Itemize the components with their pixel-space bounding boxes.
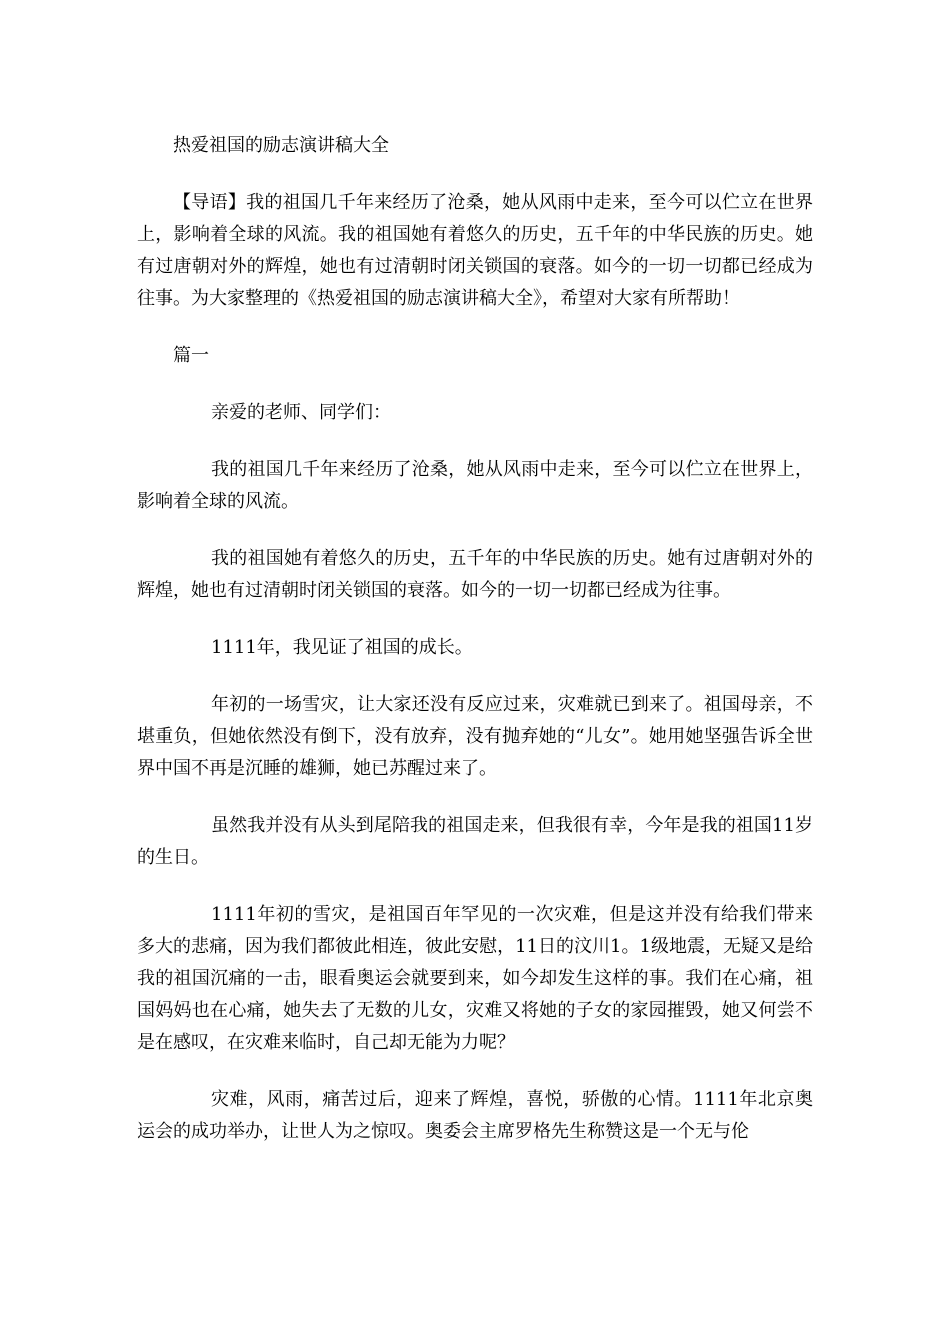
paragraph: 1111年初的雪灾，是祖国百年罕见的一次灾难，但是这并没有给我们带来多大的悲痛，因为我们都彼此相连，彼此安慰，11日的汶川1。1级地震，无疑又是给我的祖国沉痛的一击，眼看奥运会就要到来，如今却发生这样的事。我们在心痛，祖国妈妈也在心痛，她失去了无数的儿女，灾难又将她的子女的家园摧毁，她又何尝不是在感叹，在灾难来临时，自己却无能为力呢？ — [137, 904, 813, 1053]
paragraph: 1111年，我见证了祖国的成长。 — [211, 637, 473, 658]
paragraph: 我的祖国她有着悠久的历史，五千年的中华民族的历史。她有过唐朝对外的辉煌，她也有过清朝时闭关锁国的衰落。如今的一切一切都已经成为往事。 — [137, 548, 813, 601]
paragraph: 我的祖国几千年来经历了沧桑，她从风雨中走来，至今可以伫立在世界上，影响着全球的风流。 — [137, 459, 813, 512]
paragraph: 虽然我并没有从头到尾陪我的祖国走来，但我很有幸，今年是我的祖国11岁的生日。 — [137, 815, 813, 868]
paragraph-salutation: 亲爱的老师、同学们： — [211, 402, 391, 423]
document-body — [137, 130, 813, 1173]
paragraph: 年初的一场雪灾，让大家还没有反应过来，灾难就已到来了。祖国母亲，不堪重负，但她依然没有倒下，没有放弃，没有抛弃她的“儿女”。她用她坚强告诉全世界中国不再是沉睡的雄狮，她已苏醒过来了。 — [137, 694, 813, 779]
intro-paragraph: 【导语】我的祖国几千年来经历了沧桑，她从风雨中走来，至今可以伫立在世界上，影响着全球的风流。我的祖国她有着悠久的历史，五千年的中华民族的历史。她有过唐朝对外的辉煌，她也有过清朝时闭关锁国的衰落。如今的一切一切都已经成为往事。为大家整理的《热爱祖国的励志演讲稿大全》，希望对大家有所帮助！ — [137, 192, 813, 309]
section-heading: 篇一 — [173, 345, 209, 366]
paragraph: 灾难，风雨，痛苦过后，迎来了辉煌，喜悦，骄傲的心情。1111年北京奥运会的成功举办，让世人为之惊叹。奥委会主席罗格先生称赞这是一个无与伦 — [137, 1089, 813, 1142]
document-title: 热爱祖国的励志演讲稿大全 — [173, 135, 389, 156]
